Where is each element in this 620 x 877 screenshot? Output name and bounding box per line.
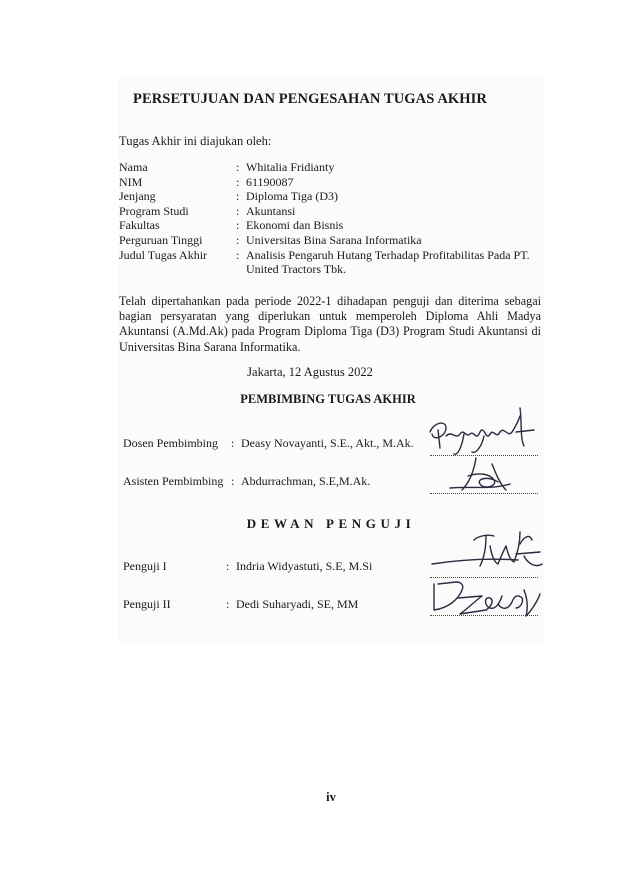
info-value: Diploma Tiga (D3) xyxy=(246,189,339,204)
signature-line xyxy=(430,493,538,494)
place-date: Jakarta, 12 Agustus 2022 xyxy=(247,365,373,379)
signature-penguji-2 xyxy=(428,580,544,620)
signature-line xyxy=(430,615,538,616)
info-colon: : xyxy=(236,203,240,218)
info-colon: : xyxy=(236,174,240,189)
person-name: Deasy Novayanti, S.E., Akt., M.Ak. xyxy=(241,436,414,450)
paragraph-line: Akuntansi (A.Md.Ak) pada Program Diploma Tiga (D3) Program Studi Akuntansi di xyxy=(119,324,541,339)
info-value: Analisis Pengaruh Hutang Terhadap Profitabilitas Pada PT. United Tractors Tbk. xyxy=(246,247,530,277)
info-colon: : xyxy=(236,189,240,204)
info-colon: : xyxy=(236,160,240,174)
page-title: PERSETUJUAN DAN PENGESAHAN TUGAS AKHIR xyxy=(132,91,487,107)
info-colon: : xyxy=(236,247,240,262)
info-label: Jenjang xyxy=(119,189,156,204)
person-name: Indria Widyastuti, S.E, M.Si xyxy=(236,559,373,573)
role-colon: : xyxy=(231,474,235,488)
info-value: Akuntansi xyxy=(246,203,296,218)
info-value: 61190087 xyxy=(246,174,294,189)
info-label: Judul Tugas Akhir xyxy=(119,247,208,262)
signature-line xyxy=(430,577,538,578)
info-label: NIM xyxy=(119,174,143,189)
role-colon: : xyxy=(231,436,235,450)
signature-dosen xyxy=(424,402,544,458)
info-label: Nama xyxy=(119,160,148,174)
paragraph-line: bagian persyaratan yang diperlukan untuk memperoleh Diploma Ahli Madya xyxy=(119,309,541,324)
page-number: iv xyxy=(326,790,336,804)
role-label: Penguji I xyxy=(123,559,167,573)
role-label: Asisten Pembimbing xyxy=(123,474,224,488)
signature-penguji-1 xyxy=(428,524,544,580)
info-label: Program Studi xyxy=(119,203,189,218)
paragraph-line: Telah dipertahankan pada periode 2022-1 dihadapan penguji dan diterima sebagai xyxy=(119,294,541,308)
paragraph-line: Universitas Bina Sarana Informatika. xyxy=(119,339,301,354)
info-value: Whitalia Fridianty xyxy=(246,160,335,174)
info-colon: : xyxy=(236,218,240,233)
info-colon: : xyxy=(236,232,240,247)
person-name: Dedi Suharyadi, SE, MM xyxy=(236,597,359,611)
role-label: Penguji II xyxy=(123,597,171,611)
info-value: Universitas Bina Sarana Informatika xyxy=(246,232,422,247)
person-name: Abdurrachman, S.E,M.Ak. xyxy=(241,474,371,488)
role-colon: : xyxy=(226,597,230,611)
info-label: Fakultas xyxy=(119,218,160,233)
info-value: Ekonomi dan Bisnis xyxy=(246,218,344,233)
approval-paragraph xyxy=(119,294,541,355)
info-label: Perguruan Tinggi xyxy=(119,232,203,247)
intro-text: Tugas Akhir ini diajukan oleh: xyxy=(119,134,272,148)
role-colon: : xyxy=(226,559,230,573)
signature-asisten xyxy=(440,456,530,496)
pembimbing-heading: PEMBIMBING TUGAS AKHIR xyxy=(240,392,416,406)
penguji-heading: DEWAN PENGUJI xyxy=(246,516,416,531)
role-label: Dosen Pembimbing xyxy=(123,436,218,450)
